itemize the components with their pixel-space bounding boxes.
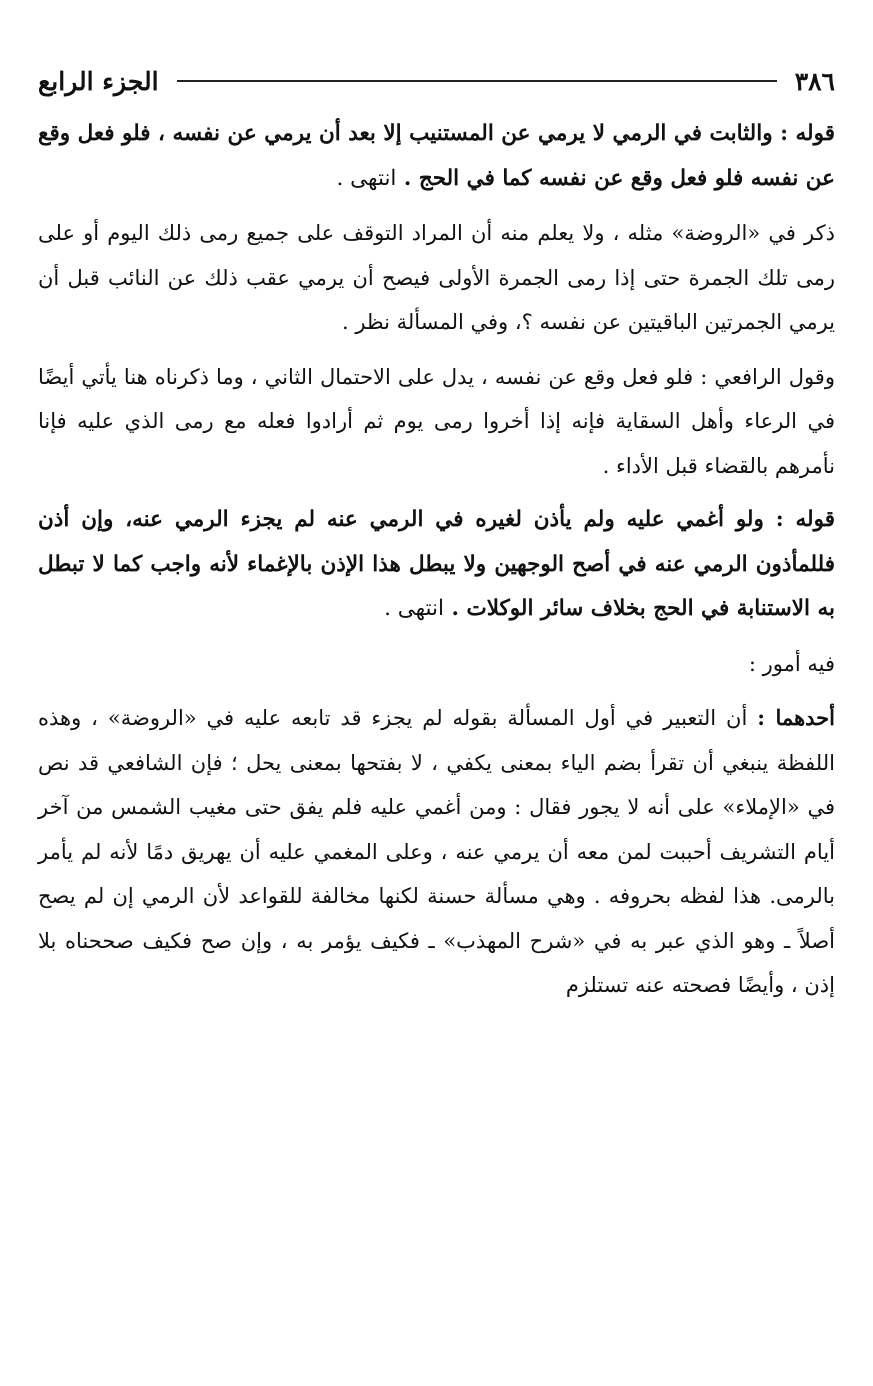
paragraph-text: ذكر في «الروضة» مثله ، ولا يعلم منه أن المراد التوقف على جميع رمى ذلك اليوم أو على رمى تلك الجمرة حتى إذا رمى الجمرة الأولى فيصح أن يرمي عقب ذلك عن النائب قبل أن يرمي الجمرتين الباقيتين عن نفسه ؟، وفي المسألة نظر . (38, 221, 835, 334)
page-number: ٣٨٦ (794, 66, 835, 96)
body-paragraph (38, 642, 835, 687)
quote-paragraph (38, 112, 835, 201)
paragraph-text: وقول الرافعي : فلو فعل وقع عن نفسه ، يدل على الاحتمال الثاني ، وما ذكرناه هنا يأتي أيضًا في الرعاء وأهل السقاية فإنه إذا أخروا رمى يوم ثم أرادوا فعله مع رمى الذي عليه فإنا نأمرهم بالقضاء قبل الأداء . (38, 364, 835, 478)
body-paragraph (38, 355, 835, 489)
paragraph-text: أن التعبير في أول المسألة بقوله لم يجزء قد تابعه عليه في «الروضة» ، وهذه اللفظة ينبغي أن تقرأ بضم الياء بمعنى يكفي ، لا بفتحها بمعنى يحل ؛ فإن الشافعي قد نص في «الإملاء» على أنه لا يجور فقال : ومن أغمي عليه فلم يفق حتى مغيب الشمس من آخر أيام التشريف أحببت لمن معه أن يرمي عنه ، وعلى المغمي عليه أن يهريق دمًا لأنه لم يأمر بالرمى. هذا لفظه بحروفه . وهي مسألة حسنة لكنها مخالفة للقواعد لأن الرمي إن لم يصح أصلاً ـ وهو الذي عبر به في «شرح المهذب» ـ فكيف يؤمر به ، وإن صح فكيف صححناه بلا إذن ، وأيضًا فصحته عنه تستلزم (38, 706, 835, 997)
body-paragraph (38, 211, 835, 345)
body-paragraph (38, 696, 835, 1008)
quote-body: والثابت في الرمي لا يرمي عن المستنيب إلا بعد أن يرمي عن نفسه ، فلو فعل وقع عن نفسه فلو فعل وقع عن نفسه كما في الحج . (38, 121, 835, 191)
quote-end: انتهى . (336, 165, 397, 191)
quote-body: ولو أغمي عليه ولم يأذن لغيره في الرمي عنه لم يجزء الرمي عنه، وإن أذن فللمأذون الرمي عنه في أصح الوجهين ولا يبطل هذا الإذن بالإغماء لأنه واجب كما لا تبطل به الاستنابة في الحج بخلاف سائر الوكلات . (38, 507, 835, 621)
page-header (38, 58, 835, 104)
header-rule (177, 80, 777, 82)
quote-lead: قوله : (775, 507, 835, 532)
quote-lead: قوله : (780, 121, 835, 146)
running-title: الجزء الرابع (38, 66, 159, 96)
paragraph-text: فيه أمور : (748, 651, 835, 676)
quote-paragraph (38, 498, 835, 632)
quote-end: انتهى . (384, 596, 445, 621)
point-lead: أحدهما : (757, 705, 836, 730)
